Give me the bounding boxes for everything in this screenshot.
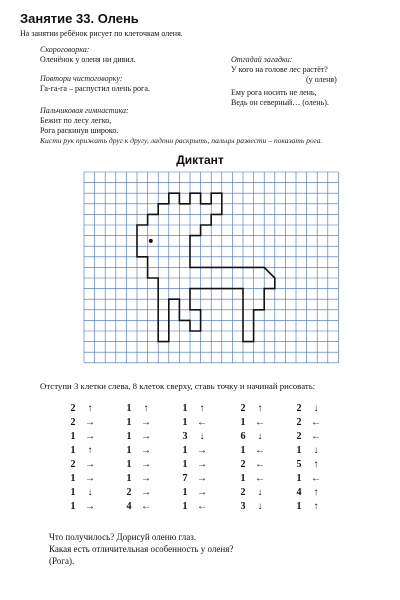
step-count: 6 — [240, 431, 246, 442]
dictation-step — [175, 500, 219, 514]
footer-line-2: Какая есть отличительная особенность у оленя? — [49, 544, 234, 554]
arrow-left-icon: ← — [311, 473, 321, 484]
gymnastics-instruction: Кисти рук прижать друг к другу, ладони раскрыть, пальцы развести – показать рога. — [40, 136, 323, 145]
dictation-step — [119, 444, 163, 458]
arrow-left-icon: ← — [255, 459, 265, 470]
step-count: 1 — [70, 487, 76, 498]
dictation-step — [233, 500, 277, 514]
step-count: 2 — [70, 403, 76, 414]
step-count: 1 — [182, 403, 188, 414]
step-count: 2 — [240, 487, 246, 498]
riddle-1-text: У кого на голове лес растёт? — [231, 65, 328, 74]
arrow-right-icon: → — [85, 473, 95, 484]
dictation-step — [175, 458, 219, 472]
dictation-step — [175, 444, 219, 458]
step-count: 1 — [126, 403, 132, 414]
arrow-right-icon: → — [85, 417, 95, 428]
step-count: 3 — [182, 431, 188, 442]
arrow-right-icon: → — [197, 445, 207, 456]
arrow-left-icon: ← — [197, 417, 207, 428]
skorogovorka-text: Оленёнок у оленя ни дивил. — [40, 55, 136, 64]
dictation-step — [233, 472, 277, 486]
riddle-2-line-2: Ведь он северный… (олень). — [231, 98, 329, 107]
arrow-down-icon: ↓ — [257, 487, 263, 498]
step-count: 1 — [126, 417, 132, 428]
step-count: 1 — [70, 431, 76, 442]
dictation-step — [63, 430, 107, 444]
step-count: 1 — [70, 501, 76, 512]
gymnastics-line-2: Рога раскинув широко. — [40, 126, 119, 135]
skorogovorka-label: Скороговорка: — [40, 45, 90, 54]
dictation-step — [175, 416, 219, 430]
dictation-step — [233, 444, 277, 458]
dictation-step — [63, 402, 107, 416]
chistogovorka-label: Повтори чистоговорку: — [40, 74, 123, 83]
arrow-left-icon: ← — [141, 501, 151, 512]
step-count: 1 — [240, 417, 246, 428]
dictation-step — [175, 430, 219, 444]
page-subtitle: На занятии ребёнок рисует по клеточкам оленя. — [20, 29, 183, 38]
dictation-step — [289, 472, 333, 486]
start-dot — [149, 239, 153, 243]
step-count: 1 — [182, 417, 188, 428]
arrow-right-icon: → — [141, 417, 151, 428]
step-count: 2 — [296, 431, 302, 442]
dictation-step — [289, 500, 333, 514]
dictation-title: Диктант — [176, 153, 224, 167]
arrow-right-icon: → — [85, 459, 95, 470]
dictation-column — [63, 402, 107, 514]
step-count: 2 — [296, 417, 302, 428]
step-count: 1 — [70, 473, 76, 484]
dictation-step — [289, 402, 333, 416]
dictation-step — [233, 416, 277, 430]
step-count: 2 — [240, 403, 246, 414]
step-count: 5 — [296, 459, 302, 470]
arrow-right-icon: → — [141, 473, 151, 484]
dictation-step — [233, 486, 277, 500]
step-count: 4 — [296, 487, 302, 498]
dictation-step — [119, 416, 163, 430]
dictation-step — [63, 472, 107, 486]
arrow-down-icon: ↓ — [313, 445, 319, 456]
step-count: 1 — [182, 445, 188, 456]
arrow-down-icon: ↓ — [257, 431, 263, 442]
step-count: 1 — [182, 501, 188, 512]
dictation-instruction: Отступи 3 клетки слева, 8 клеток сверху, ставь точку и начинай рисовать: — [40, 381, 316, 391]
step-count: 7 — [182, 473, 188, 484]
dictation-column — [289, 402, 333, 514]
dictation-step — [119, 472, 163, 486]
page-title: Занятие 33. Олень — [20, 11, 139, 26]
riddle-label: Отгадай загадки: — [231, 55, 293, 64]
step-count: 1 — [240, 445, 246, 456]
step-count: 1 — [296, 445, 302, 456]
dictation-step — [63, 458, 107, 472]
arrow-down-icon: ↓ — [87, 487, 93, 498]
gymnastics-line-1: Бежит по лесу легко, — [40, 116, 112, 125]
arrow-left-icon: ← — [255, 417, 265, 428]
arrow-left-icon: ← — [255, 445, 265, 456]
step-count: 2 — [296, 403, 302, 414]
dictation-step — [175, 472, 219, 486]
step-count: 4 — [126, 501, 132, 512]
arrow-right-icon: → — [197, 459, 207, 470]
arrow-right-icon: → — [141, 431, 151, 442]
step-count: 2 — [70, 417, 76, 428]
dictation-step — [233, 458, 277, 472]
dictation-step — [119, 430, 163, 444]
arrow-left-icon: ← — [311, 417, 321, 428]
dictation-step — [119, 458, 163, 472]
step-count: 2 — [126, 487, 132, 498]
chistogovorka-text: Га-га-га – распустил олень рога. — [40, 84, 150, 93]
dictation-step — [119, 486, 163, 500]
step-count: 1 — [126, 445, 132, 456]
dictation-step — [63, 444, 107, 458]
step-count: 1 — [126, 473, 132, 484]
dictation-step — [289, 430, 333, 444]
arrow-up-icon: ↑ — [257, 403, 263, 414]
riddle-2-line-1: Ему рога носить не лень, — [231, 88, 317, 97]
arrow-right-icon: → — [141, 459, 151, 470]
dictation-step — [289, 486, 333, 500]
arrow-left-icon: ← — [255, 473, 265, 484]
dictation-step — [63, 500, 107, 514]
arrow-right-icon: → — [197, 487, 207, 498]
arrow-up-icon: ↑ — [313, 459, 319, 470]
footer-line-3: (Рога). — [49, 556, 75, 566]
step-count: 1 — [240, 473, 246, 484]
arrow-down-icon: ↓ — [313, 403, 319, 414]
dictation-step — [175, 402, 219, 416]
arrow-down-icon: ↓ — [199, 431, 205, 442]
step-count: 1 — [182, 487, 188, 498]
step-count: 1 — [126, 459, 132, 470]
drawing-grid — [70, 170, 350, 370]
step-count: 1 — [296, 501, 302, 512]
step-count: 2 — [240, 459, 246, 470]
arrow-up-icon: ↑ — [199, 403, 205, 414]
dictation-step — [233, 430, 277, 444]
arrow-right-icon: → — [85, 431, 95, 442]
dictation-column — [233, 402, 277, 514]
dictation-step — [63, 416, 107, 430]
dictation-step — [119, 500, 163, 514]
gymnastics-label: Пальчиковая гимнастика: — [40, 106, 129, 115]
step-count: 2 — [70, 459, 76, 470]
step-count: 1 — [126, 431, 132, 442]
arrow-up-icon: ↑ — [313, 501, 319, 512]
arrow-right-icon: → — [141, 487, 151, 498]
dictation-column — [119, 402, 163, 514]
arrow-up-icon: ↑ — [87, 403, 93, 414]
dictation-step — [233, 402, 277, 416]
footer-questions — [49, 531, 233, 567]
dictation-step — [289, 458, 333, 472]
dictation-step — [63, 486, 107, 500]
riddle-1-answer: (у оленя) — [306, 75, 337, 84]
footer-line-1: Что получилось? Дорисуй оленю глаз. — [49, 532, 197, 542]
dictation-step — [175, 486, 219, 500]
arrow-up-icon: ↑ — [313, 487, 319, 498]
dictation-step — [289, 444, 333, 458]
arrow-right-icon: → — [197, 473, 207, 484]
step-count: 1 — [296, 473, 302, 484]
arrow-down-icon: ↓ — [257, 501, 263, 512]
arrow-up-icon: ↑ — [87, 445, 93, 456]
dictation-step — [119, 402, 163, 416]
step-count: 1 — [182, 459, 188, 470]
dictation-column — [175, 402, 219, 514]
step-count: 3 — [240, 501, 246, 512]
arrow-left-icon: ← — [197, 501, 207, 512]
arrow-left-icon: ← — [311, 431, 321, 442]
arrow-right-icon: → — [85, 501, 95, 512]
arrow-right-icon: → — [141, 445, 151, 456]
step-count: 1 — [70, 445, 76, 456]
dictation-step — [289, 416, 333, 430]
arrow-up-icon: ↑ — [143, 403, 149, 414]
